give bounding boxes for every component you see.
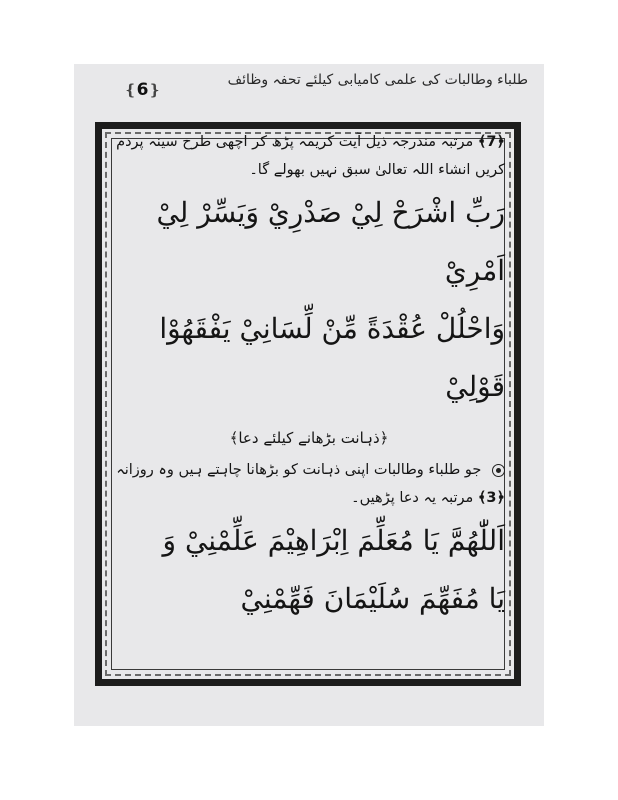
verse-line-2: وَاحْلُلْ عُقْدَةً مِّنْ لِّسَانِيْ يَفْقَهُوْا xyxy=(159,312,505,345)
bullet-line-1: جو طلباء وطالبات اپنی ذہانت کو بڑھانا چاہتے ہیں وہ روزانہ xyxy=(116,462,482,478)
verse-line-3: قَوْلِيْ xyxy=(445,370,505,403)
instruction-paragraph xyxy=(113,128,505,184)
page-header xyxy=(80,72,530,116)
ornament-left-icon: ❴ xyxy=(124,81,137,99)
page-content xyxy=(113,128,505,678)
section-heading: ﴿ذہانت بڑھانے کیلئے دعا﴾ xyxy=(229,429,389,447)
section-intelligence-dua xyxy=(113,424,505,628)
bullet-icon xyxy=(492,464,505,477)
count-marker: ﴿7﴾ xyxy=(477,134,505,150)
dua-line-1: اَللّٰهُمَّ يَا مُعَلِّمَ اِبْرَاهِيْمَ عَلِّمْنِيْ وَ xyxy=(162,524,505,557)
instruction-line-1: مرتبہ مندرجہ ذیل آیت کریمہ پڑھ کر اچھی طرح سینہ پردم xyxy=(116,134,474,150)
page-number xyxy=(124,80,161,100)
count-marker: ﴿3﴾ xyxy=(477,490,505,506)
verse-line-1: رَبِّ اشْرَحْ لِيْ صَدْرِيْ وَيَسِّرْ لِيْ اَمْرِيْ xyxy=(156,196,505,287)
bullet-paragraph xyxy=(113,456,505,512)
page-title: طلباء وطالبات کی علمی کامیابی کیلئے تحفہ وظائف xyxy=(227,72,528,88)
instruction-line-2: کریں انشاء اللہ تعالیٰ سبق نہیں بھولے گا۔ xyxy=(249,162,505,178)
ornament-right-icon: ❵ xyxy=(148,81,161,99)
dua-line-2: يَا مُفَهِّمَ سُلَيْمَانَ فَهِّمْنِيْ xyxy=(240,582,505,615)
section-memory-verse xyxy=(113,128,505,416)
page-number-value: 6 xyxy=(136,80,149,100)
bullet-line-2: مرتبہ یہ دعا پڑھیں۔ xyxy=(351,490,474,506)
